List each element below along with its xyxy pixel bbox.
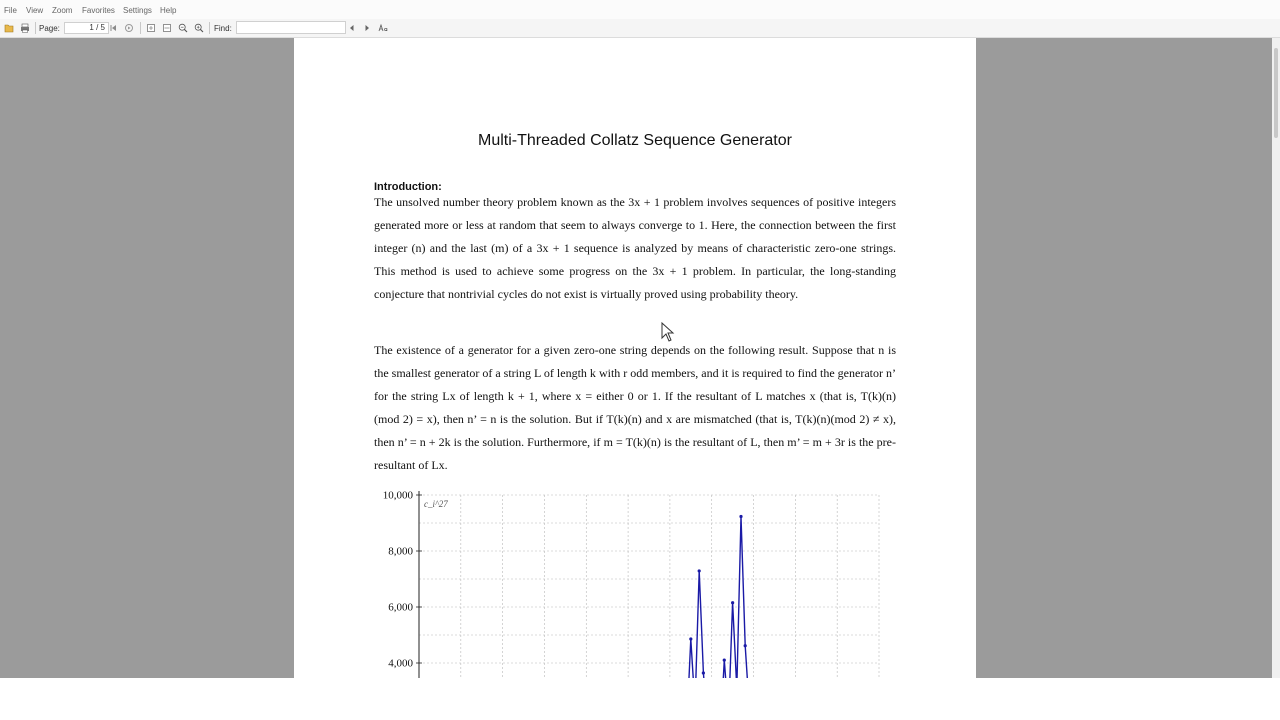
mouse-cursor-icon (661, 322, 675, 342)
scrollbar-thumb[interactable] (1274, 48, 1278, 138)
generator-paragraph: The existence of a generator for a given zero-one string depends on the following result. Suppose that n is the smallest generator of a string L of length k with r odd members, and it is required to find the generator n’ for the string Lx of length k + 1, where x = either 0 or 1. If the resultant of L matches x (that is, T(k)(n) (mod 2) = x), then n’ = n is the solution. But if T(k)(n) and x are mismatched (that is, T(k)(n)(mod 2) ≠ x), then n’ = n + 2k is the solution. Furthermore, if m = T(k)(n) is the resultant of L, then m’ = m + 3r is the pre-resultant of Lx. (374, 343, 896, 472)
zoom-in-icon[interactable] (193, 22, 205, 34)
find-label: Find: (214, 23, 232, 33)
chart-data-point (739, 515, 742, 518)
chart-y-tick-label: 4,000 (388, 657, 413, 670)
chart-data-point (689, 637, 692, 640)
toolbar-separator (140, 22, 141, 34)
chart-data-point (698, 569, 701, 572)
menu-bar (0, 0, 1280, 19)
fit-page-icon[interactable] (145, 22, 157, 34)
previous-page-icon[interactable] (108, 22, 120, 34)
page-number-input[interactable]: 1 / 5 (64, 22, 109, 34)
chart-y-tick-label: 6,000 (388, 601, 413, 614)
toolbar-separator (35, 22, 36, 34)
toolbar (0, 19, 1280, 38)
open-file-icon[interactable] (3, 22, 15, 34)
menu-help[interactable]: Help (160, 6, 177, 15)
menu-file[interactable]: File (4, 6, 17, 15)
chart-data-point (702, 671, 705, 674)
zoom-out-icon[interactable] (177, 22, 189, 34)
page-label: Page: (39, 23, 60, 33)
fit-width-icon[interactable] (161, 22, 173, 34)
menu-zoom[interactable]: Zoom (52, 6, 73, 15)
chart-y-tick-label: 10,000 (382, 489, 413, 502)
menu-favorites[interactable]: Favorites (82, 6, 115, 15)
document-page (294, 38, 976, 678)
document-viewport[interactable] (0, 38, 1272, 678)
toolbar-separator (209, 22, 210, 34)
menu-settings[interactable]: Settings (123, 6, 152, 15)
chart-series-label: c_i^27 (424, 499, 448, 509)
document-title: Multi-Threaded Collatz Sequence Generator (478, 132, 792, 149)
introduction-heading: Introduction: (374, 181, 442, 193)
next-page-icon[interactable] (123, 22, 135, 34)
introduction-paragraph: The unsolved number theory problem known as the 3x + 1 problem involves sequences of positive integers generated more or less at random that seem to always converge to 1. Here, the connection between the first integer (n) and the last (m) of a 3x + 1 sequence is analyzed by means of characteristic zero-one strings. This method is used to achieve some progress on the 3x + 1 problem. In particular, the long-standing conjecture that nontrivial cycles do not exist is virtually proved using probability theory. (374, 195, 896, 301)
find-input[interactable] (236, 21, 346, 34)
chart-y-tick-label: 8,000 (388, 545, 413, 558)
chart-data-point (731, 601, 734, 604)
print-icon[interactable] (19, 22, 31, 34)
vertical-scrollbar[interactable] (1272, 38, 1280, 678)
collatz-chart (294, 478, 976, 678)
match-case-icon[interactable] (377, 22, 389, 34)
bottom-bar (0, 678, 1280, 720)
find-next-icon[interactable] (361, 22, 373, 34)
find-previous-icon[interactable] (346, 22, 358, 34)
chart-data-point (723, 659, 726, 662)
menu-view[interactable]: View (26, 6, 44, 15)
chart-data-point (744, 644, 747, 647)
